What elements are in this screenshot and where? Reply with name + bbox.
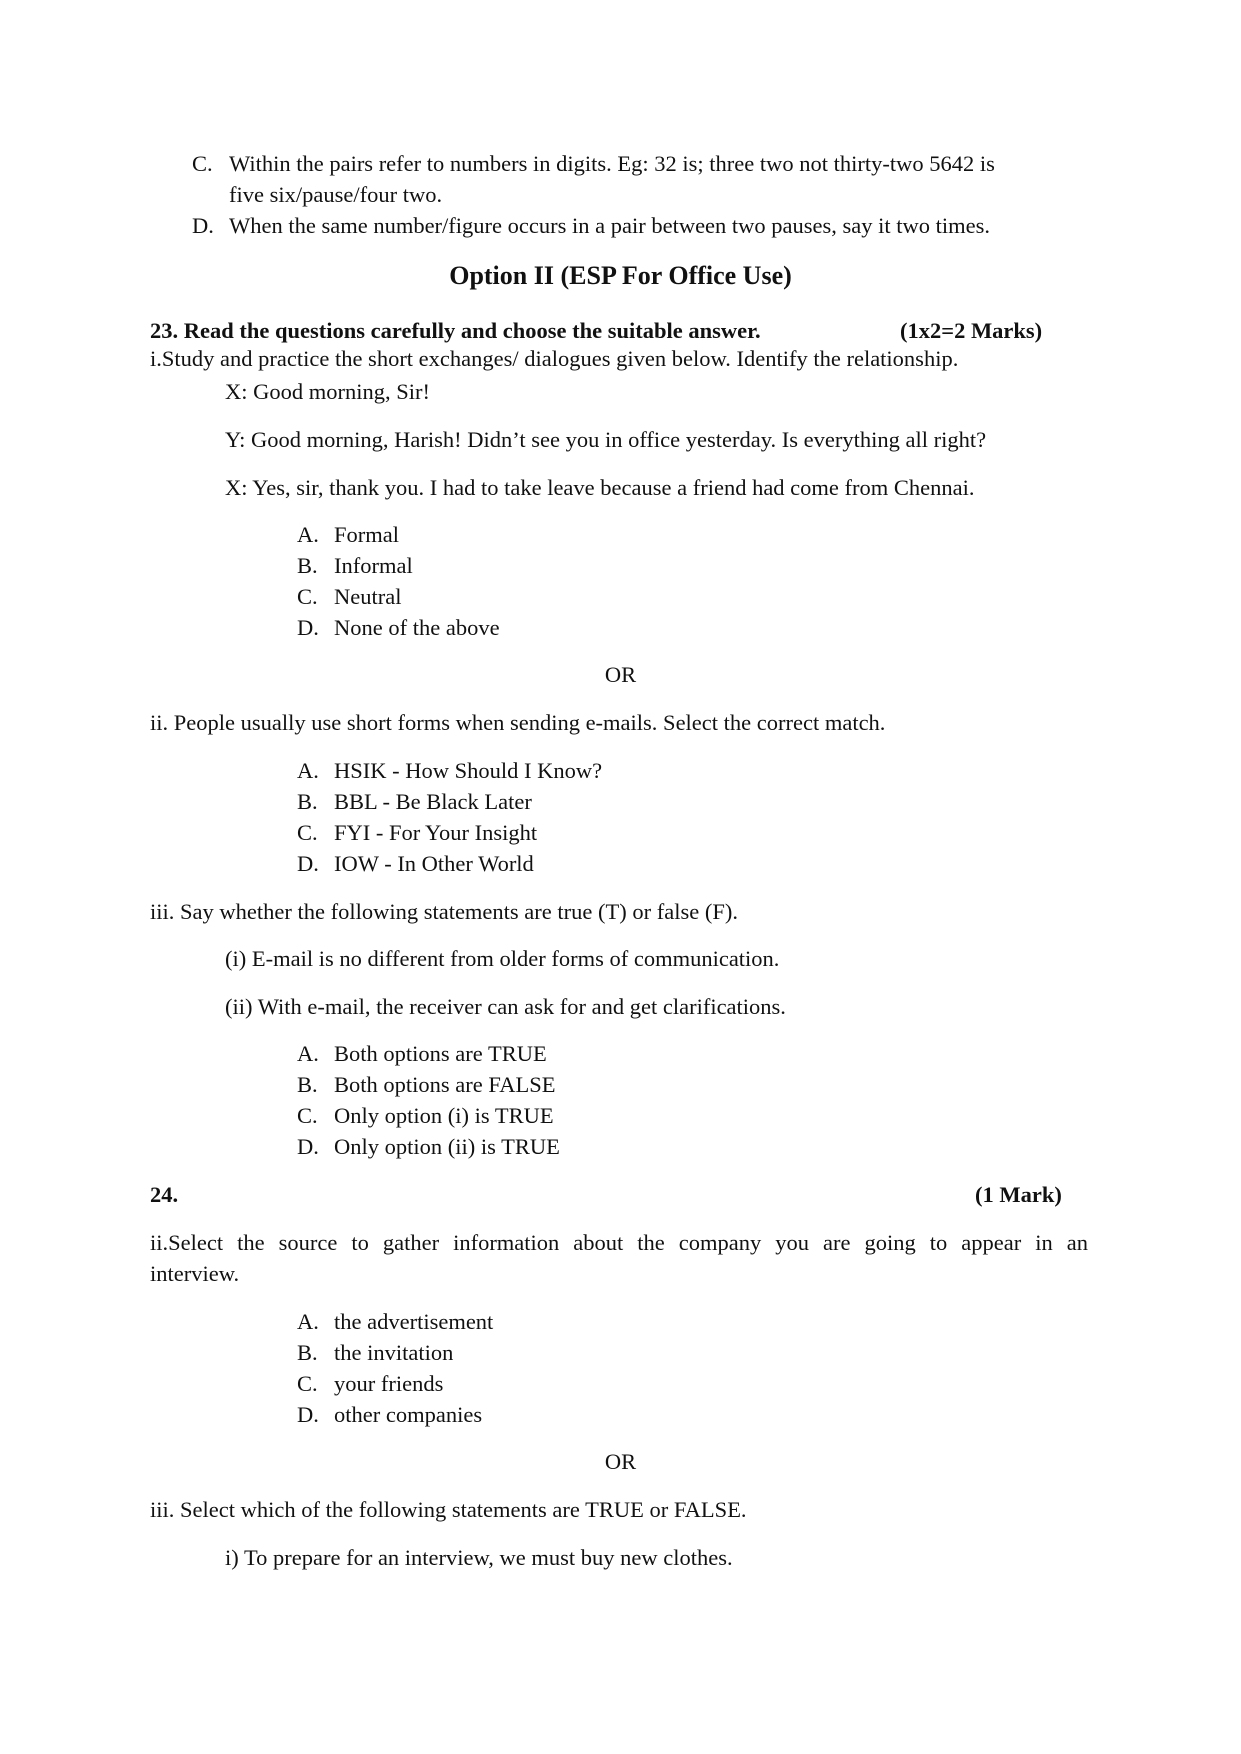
option-text: IOW - In Other World (334, 851, 534, 876)
option-item (297, 789, 532, 815)
option-item (297, 1309, 493, 1335)
option-item (297, 1041, 547, 1067)
option-text: Only option (ii) is TRUE (334, 1134, 560, 1159)
statement-line: (i) E-mail is no different from older forms of communication. (225, 946, 780, 971)
q23-heading: 23. Read the questions carefully and choose the suitable answer. (150, 318, 761, 343)
option-label: B. (297, 1340, 318, 1365)
q24-number: 24. (150, 1182, 179, 1207)
option-text: Only option (i) is TRUE (334, 1103, 554, 1128)
option-item (297, 1134, 560, 1160)
option-item (297, 1340, 453, 1366)
q24-marks: (1 Mark) (975, 1182, 1062, 1207)
option-item (297, 820, 537, 846)
option-item (297, 1103, 554, 1129)
intro-d-text: When the same number/figure occurs in a pair between two pauses, say it two times. (229, 213, 991, 238)
option-label: A. (297, 1041, 319, 1066)
q24-ii-prompt-line1: ii.Select the source to gather information about the company you are going to appear in an (150, 1230, 1088, 1255)
option-text: Informal (334, 553, 413, 578)
intro-c-label: C. (192, 151, 213, 176)
or-separator: OR (604, 662, 637, 687)
option-text: the invitation (334, 1340, 454, 1365)
option-label: B. (297, 553, 318, 578)
option-text: Both options are TRUE (334, 1041, 547, 1066)
option-label: C. (297, 1371, 318, 1396)
q23-i-prompt: i.Study and practice the short exchanges/ dialogues given below. Identify the relationship. (150, 346, 959, 371)
option-item (297, 615, 500, 641)
option-label: B. (297, 1072, 318, 1097)
option-text: Both options are FALSE (334, 1072, 556, 1097)
dialogue-line: X: Good morning, Sir! (225, 379, 430, 404)
option-text: Formal (334, 522, 399, 547)
dialogue-line: X: Yes, sir, thank you. I had to take leave because a friend had come from Chennai. (225, 475, 975, 500)
option-text: FYI - For Your Insight (334, 820, 538, 845)
option-item (297, 522, 399, 548)
option-label: A. (297, 522, 319, 547)
section-title: Option II (ESP For Office Use) (449, 261, 792, 290)
option-item (297, 851, 534, 877)
option-item (297, 1072, 555, 1098)
dialogue-line: Y: Good morning, Harish! Didn’t see you in office yesterday. Is everything all right? (225, 427, 987, 452)
q23-ii-prompt: ii. People usually use short forms when sending e-mails. Select the correct match. (150, 710, 886, 735)
option-label: A. (297, 1309, 319, 1334)
option-item (297, 758, 602, 784)
q24-iii-prompt: iii. Select which of the following statements are TRUE or FALSE. (150, 1497, 747, 1522)
option-text: BBL - Be Black Later (334, 789, 532, 814)
option-text: other companies (334, 1402, 483, 1427)
option-text: your friends (334, 1371, 444, 1396)
option-text: None of the above (334, 615, 500, 640)
intro-d-label: D. (192, 213, 214, 238)
option-label: A. (297, 758, 319, 783)
q24-ii-prompt-line2: interview. (150, 1261, 240, 1286)
option-item (297, 1402, 482, 1428)
option-label: D. (297, 851, 319, 876)
option-text: Neutral (334, 584, 402, 609)
option-label: B. (297, 789, 318, 814)
intro-item-d (192, 213, 990, 239)
option-label: C. (297, 584, 318, 609)
option-item (297, 1371, 443, 1397)
intro-item-c (192, 151, 995, 177)
option-text: the advertisement (334, 1309, 494, 1334)
option-label: D. (297, 1134, 319, 1159)
intro-c-text-line1: Within the pairs refer to numbers in digits. Eg: 32 is; three two not thirty-two 5642 is (229, 151, 995, 176)
option-text: HSIK - How Should I Know? (334, 758, 603, 783)
statement-line: (ii) With e-mail, the receiver can ask for and get clarifications. (225, 994, 786, 1019)
or-separator: OR (604, 1449, 637, 1474)
statement-line: i) To prepare for an interview, we must buy new clothes. (225, 1545, 733, 1570)
q23-marks: (1x2=2 Marks) (900, 318, 1043, 343)
option-label: D. (297, 1402, 319, 1427)
intro-c-text-line2: five six/pause/four two. (229, 182, 443, 207)
option-item (297, 584, 401, 610)
option-label: C. (297, 1103, 318, 1128)
option-label: C. (297, 820, 318, 845)
option-item (297, 553, 413, 579)
option-label: D. (297, 615, 319, 640)
q23-iii-prompt: iii. Say whether the following statements are true (T) or false (F). (150, 899, 738, 924)
